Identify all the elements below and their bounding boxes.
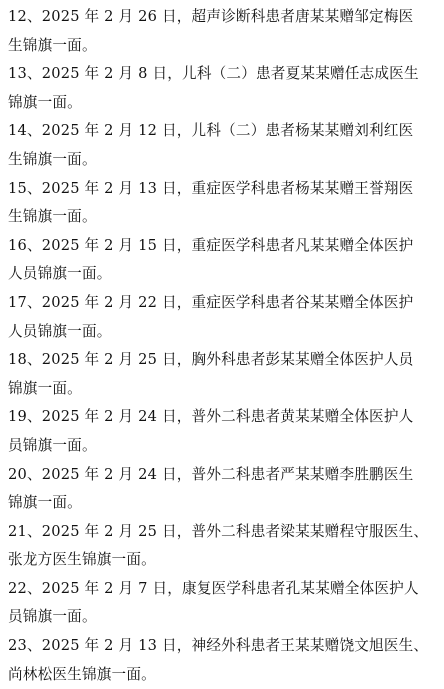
list-item <box>8 403 440 460</box>
entry-line: 尚林松医生锦旗一面。 <box>8 665 156 683</box>
list-item <box>8 232 440 289</box>
entry-line: 生锦旗一面。 <box>8 36 97 54</box>
list-item <box>8 117 440 174</box>
list-item <box>8 461 440 518</box>
list-item <box>8 346 440 403</box>
list-item <box>8 3 440 60</box>
entry-line: 15、2025 年 2 月 13 日，重症医学科患者杨某某赠王誉翔医 <box>8 179 414 197</box>
entry-line: 锦旗一面。 <box>8 93 82 111</box>
entry-line: 23、2025 年 2 月 13 日，神经外科患者王某某赠饶文旭医生、 <box>8 637 429 655</box>
entry-line: 17、2025 年 2 月 22 日，重症医学科患者谷某某赠全体医护 <box>8 293 414 311</box>
list-item <box>8 175 440 232</box>
entry-line: 20、2025 年 2 月 24 日，普外二科患者严某某赠李胜鹏医生 <box>8 465 414 483</box>
entry-line: 16、2025 年 2 月 15 日，重症医学科患者凡某某赠全体医护 <box>8 236 414 254</box>
entry-line: 员锦旗一面。 <box>8 436 97 454</box>
list-item <box>8 575 440 632</box>
list-item <box>8 632 440 689</box>
list-item <box>8 60 440 117</box>
entry-line: 人员锦旗一面。 <box>8 322 112 340</box>
entry-line: 13、2025 年 2 月 8 日，儿科（二）患者夏某某赠任志成医生 <box>8 65 419 83</box>
entry-line: 锦旗一面。 <box>8 379 82 397</box>
entry-line: 生锦旗一面。 <box>8 150 97 168</box>
entry-line: 锦旗一面。 <box>8 494 82 512</box>
entry-line: 19、2025 年 2 月 24 日，普外二科患者黄某某赠全体医护人 <box>8 408 414 426</box>
list-item <box>8 518 440 575</box>
entry-line: 12、2025 年 2 月 26 日，超声诊断科患者唐某某赠邹定梅医 <box>8 8 414 25</box>
list-item <box>8 289 440 346</box>
entry-line: 张龙方医生锦旗一面。 <box>8 551 156 569</box>
entry-line: 员锦旗一面。 <box>8 608 97 626</box>
entry-line: 21、2025 年 2 月 25 日，普外二科患者梁某某赠程守服医生、 <box>8 522 429 540</box>
entry-line: 人员锦旗一面。 <box>8 265 112 283</box>
entry-line: 生锦旗一面。 <box>8 208 97 226</box>
entry-line: 18、2025 年 2 月 25 日，胸外科患者彭某某赠全体医护人员 <box>8 351 414 369</box>
entry-line: 14、2025 年 2 月 12 日，儿科（二）患者杨某某赠刘利红医 <box>8 122 414 140</box>
entry-line: 22、2025 年 2 月 7 日，康复医学科患者孔某某赠全体医护人 <box>8 579 419 597</box>
document-page <box>8 3 440 689</box>
